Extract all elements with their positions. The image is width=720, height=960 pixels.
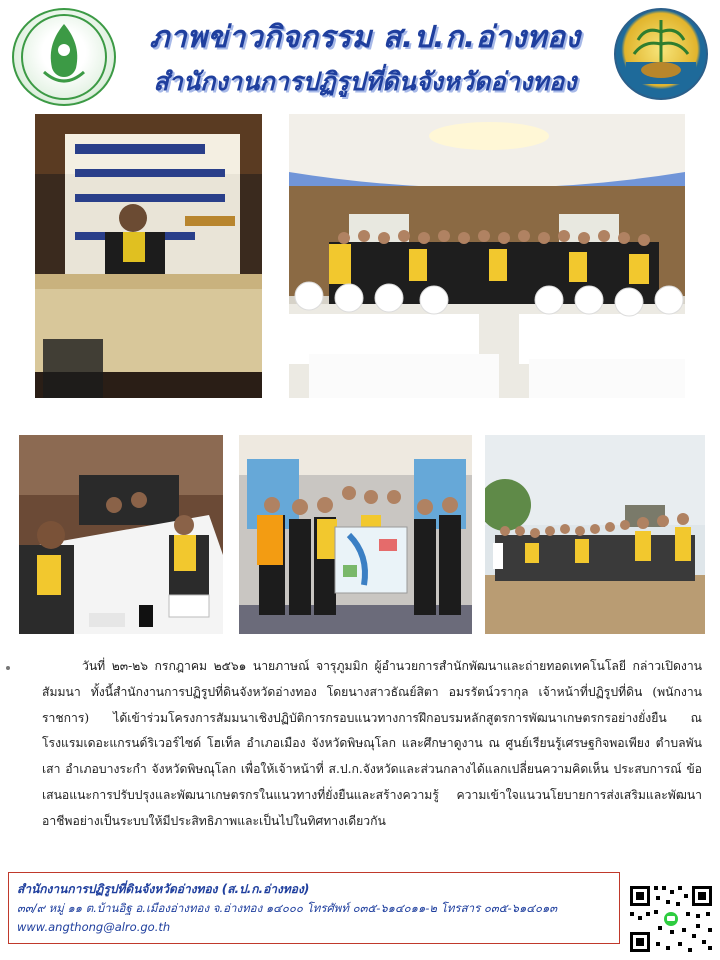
contact-footer — [8, 872, 620, 944]
seminar-workshop-tables-photo — [19, 435, 223, 634]
news-paragraph: วันที่ ๒๓-๒๖ กรกฎาคม ๒๕๖๑ นายภาษณ์ จารุภูมมิก ผู้อำนวยการสำนักพัฒนาและถ่ายทอดเทคโนโลยี กล่าวเปิดงานสัมมนา ทั้งนี้สำนักงานการปฏิรูปที่ดินจังหวัดอ่างทอง โดยนางสาวธัณย์สิตา อมรรัตน์วรากุล เจ้าหน้าที่ปฏิรูปที่ดิน (พนักงานราชการ) ได้เข้าร่วมโครงการสัมมนาเชิงปฏิบัติการกรอบแนวทางการฝึกอบรมหลักสูตรการพัฒนาเกษตรกรอย่างยั่งยืน ณ โรงแรมเดอะแกรนด์ริเวอร์ไซด์ โฮเท็ล อำเภอเมือง จังหวัดพิษณุโลก และศึกษาดูงาน ณ ศูนย์เรียนรู้เศรษฐกิจพอเพียง ตำบลพันเสา อำเภอบางระกำ จังหวัดพิษณุโลก เพื่อให้เจ้าหน้าที่ ส.ป.ก.จังหวัดและส่วนกลางได้แลกเปลี่ยนความคิดเห็น ประสบการณ์ ข้อเสนอแนะการปรับปรุงและพัฒนาเกษตรกรในแนวทางที่ยั่งยืนและสร้างความรู้ ความเข้าใจแนวนโยบายการส่งเสริมและพัฒนาอาชีพอย่างเป็นระบบให้มีประสิทธิภาพและเป็นไปในทิศทางเดียวกัน — [42, 659, 702, 828]
field-visit-group-photo — [485, 435, 705, 634]
group-holding-map-photo — [239, 435, 472, 634]
office-website[interactable]: www.angthong@alro.go.th — [17, 920, 171, 934]
speaker-at-podium-photo — [35, 114, 262, 398]
bullet-marker — [6, 666, 10, 670]
qr-code-icon[interactable] — [626, 882, 716, 956]
office-name: สำนักงานการปฏิรูปที่ดินจังหวัดอ่างทอง (ส.ป.ก.อ่างทอง) — [17, 882, 310, 896]
page-subtitle: สำนักงานการปฏิรูปที่ดินจังหวัดอ่างทอง — [153, 67, 577, 96]
angthong-province-logo — [614, 8, 708, 100]
alro-seal-logo — [12, 8, 116, 106]
group-photo-conference-hall — [289, 114, 685, 398]
header — [0, 0, 720, 110]
page-title: ภาพข่าวกิจกรรม ส.ป.ก.อ่างทอง — [149, 20, 581, 55]
office-address: ๓๓/๙ หมู่ ๑๑ ต.บ้านอิฐ อ.เมืองอ่างทอง จ.อ่างทอง ๑๔๐๐๐ โทรศัพท์ ๐๓๕-๖๑๔๐๑๑-๒ โทรสาร ๐๓๕-๖๑๔๐๑๓ — [17, 901, 558, 915]
